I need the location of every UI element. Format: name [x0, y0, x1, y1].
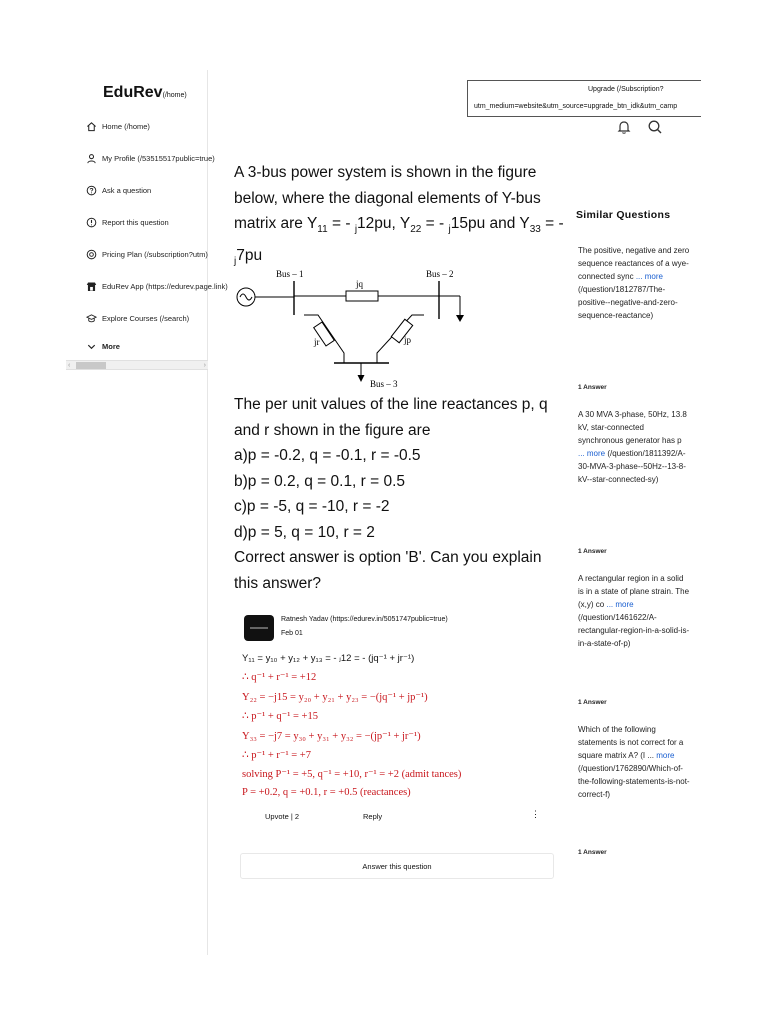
answer-count: 1 Answer — [578, 548, 607, 555]
question-text: A 3-bus power system is shown in the figure below, where the diagonal elements of Y-bus matrix are $Y_{11}$ = - $_j$12pu, $Y_{22}$ = - $_j$15pu and $Y_{33}$ = - $_j$7pu — [234, 164, 564, 267]
answer-equation: Y₃₃ = −j7 = y₃₀ + y₃₁ + y₃₂ = −(jp⁻¹ + jr⁻¹) — [242, 731, 421, 742]
brand-logo[interactable] — [103, 84, 187, 102]
more-link[interactable]: ... more — [606, 600, 634, 609]
brand-name[interactable]: EduRev — [103, 84, 163, 101]
question-link[interactable]: (/question/1461622/A-rectangular-region-in-a-solid-is-in-a-state-of-p) — [578, 613, 690, 648]
question-link[interactable]: (/question/1762890/Which-of-the-following-statements-is-not-correct-f) — [578, 764, 690, 799]
sidebar-item-app[interactable] — [86, 278, 228, 294]
answer-author[interactable]: Ratnesh Yadav (https://edurev.in/5051747public=true) — [281, 616, 448, 623]
sidebar-item-more[interactable] — [86, 338, 208, 354]
answer-equation: solving P⁻¹ = +5, q⁻¹ = +10, r⁻¹ = +2 (admit tances) — [242, 769, 462, 780]
jp-label: jp — [404, 335, 412, 345]
sine-wave — [240, 294, 252, 300]
scrollbar-thumb[interactable] — [76, 362, 106, 369]
more-link[interactable]: more — [656, 751, 675, 760]
answer-equation: ∴ p⁻¹ + r⁻¹ = +7 — [242, 750, 311, 761]
bus-3-label: Bus – 3 — [370, 379, 398, 389]
sidebar-item-pricing[interactable] — [86, 246, 208, 262]
chevron-down-icon — [86, 341, 97, 352]
answer-equation: P = +0.2, q = +0.1, r = +0.5 (reactances) — [242, 787, 411, 798]
sidebar-item-courses[interactable] — [86, 310, 208, 326]
option-a: a)p = -0.2, q = -0.1, r = -0.5 — [234, 447, 421, 464]
answer-equation: ∴ p⁻¹ + q⁻¹ = +15 — [242, 711, 318, 722]
jq-label: jq — [356, 279, 364, 289]
question-link[interactable]: (/question/1811392/A-30-MVA-3-phase--50Hz--13-8-kV--star-connected-sy) — [578, 449, 686, 484]
answer-equation: Y₁₁ = y₁₀ + y₁₂ + y₁₃ = - ⱼ12 = - (jq⁻¹ + jr⁻¹) — [242, 653, 415, 664]
option-b: b)p = 0.2, q = 0.1, r = 0.5 — [234, 472, 406, 490]
upgrade-line-2: utm_medium=website&utm_source=upgrade_btn_idk&utm_camp — [474, 103, 678, 110]
option-c: c)p = -5, q = -10, r = -2 — [234, 498, 390, 515]
reply-button[interactable]: Reply — [363, 812, 383, 821]
circuit-diagram — [234, 263, 474, 391]
similar-question-item[interactable]: A rectangular region in a solid is in a state of plane strain. The (x,y) co ... more (/question/1461622/A-rectangular-region-in-a-solid-is-in-a-state-of-p) — [578, 574, 690, 648]
more-link[interactable]: ... more — [635, 272, 663, 281]
similar-question-item[interactable]: Which of the following statements is not correct for a square matrix A? (I ... more (/question/1762890/Which-of-the-following-statements-is-not-correct-f) — [578, 725, 690, 799]
upgrade-line-1: Upgrade (/Subscription? — [588, 86, 664, 93]
sidebar-item-label: Ask a question — [102, 185, 152, 195]
question-icon — [86, 185, 97, 196]
sidebar-scrollbar[interactable] — [66, 360, 208, 370]
sidebar-item-label: Explore Courses (/search) — [102, 313, 190, 323]
question-link[interactable]: (/question/1812787/The-positive--negative-and-zero-sequence-reactance) — [578, 285, 678, 320]
correct-answer: Correct answer is option 'B'. Can you explain this answer? — [234, 549, 542, 592]
sidebar-item-label: Home (/home) — [102, 121, 150, 131]
option-d: d)p = 5, q = 10, r = 2 — [234, 523, 375, 541]
answer-this-question-button[interactable]: Answer this question — [240, 853, 554, 879]
sidebar-item-label: Report this question — [102, 217, 169, 227]
pricing-icon — [86, 249, 97, 260]
search-icon[interactable] — [647, 119, 663, 135]
answer-equation: ∴ q⁻¹ + r⁻¹ = +12 — [242, 672, 317, 683]
similar-question-item[interactable]: A 30 MVA 3-phase, 50Hz, 13.8 kV, star-connected synchronous generator has p ... more (/question/1811392/A-30-MVA-3-phase--50Hz--13-8-kV--star-connected-sy) — [578, 410, 687, 484]
jr-label: jr — [314, 337, 320, 347]
load-arrow-icon — [456, 315, 464, 322]
app-icon — [86, 281, 97, 292]
user-icon — [86, 153, 97, 164]
upvote-button[interactable]: Upvote | 2 — [265, 812, 300, 821]
bus-1-label: Bus – 1 — [276, 269, 304, 279]
question-options — [234, 392, 566, 596]
question-stem: The per unit values of the line reactances p, q and r shown in the figure are — [234, 396, 548, 439]
sidebar-item-label: EduRev App (https://edurev.page.link) — [102, 281, 228, 291]
scroll-left-icon[interactable]: ‹ — [68, 362, 71, 369]
home-icon — [86, 121, 97, 132]
answer-equation: Y₂₂ = −j15 = y₂₀ + y₂₁ + y₂₃ = −(jq⁻¹ + jp⁻¹) — [242, 692, 428, 703]
sidebar-item-label: More — [102, 341, 120, 351]
sidebar-item-label: My Profile (/53515517public=true) — [102, 153, 215, 163]
upgrade-link[interactable] — [467, 80, 701, 117]
similar-questions-heading: Similar Questions — [576, 209, 671, 221]
avatar[interactable] — [244, 615, 274, 641]
sidebar-item-report[interactable] — [86, 214, 208, 230]
sidebar — [0, 70, 228, 955]
reactance-jq — [346, 291, 378, 301]
report-icon — [86, 217, 97, 228]
load-arrow-icon — [358, 375, 365, 382]
more-link[interactable]: ... more — [578, 449, 606, 458]
scroll-right-icon[interactable]: › — [203, 362, 206, 369]
sidebar-item-label: Pricing Plan (/subscription?utm) — [102, 249, 208, 259]
sidebar-item-ask[interactable] — [86, 182, 208, 198]
bus-2-label: Bus – 2 — [426, 269, 454, 279]
more-options-icon[interactable]: ⋮ — [531, 809, 540, 819]
answer-date: Feb 01 — [281, 630, 303, 637]
similar-question-item[interactable]: The positive, negative and zero sequence reactances of a wye-connected sync ... more (/question/1812787/The-positive--negative-and-zero-sequence-reactance) — [578, 246, 690, 320]
similar-questions — [576, 209, 691, 222]
brand-link[interactable]: (/home) — [162, 92, 187, 99]
answer-count: 1 Answer — [578, 699, 607, 706]
courses-icon — [86, 313, 97, 324]
bell-icon[interactable] — [616, 119, 632, 135]
answer-count: 1 Answer — [578, 384, 607, 391]
sidebar-item-profile[interactable] — [86, 150, 215, 166]
sidebar-item-home[interactable] — [86, 118, 208, 134]
answer-count: 1 Answer — [578, 849, 607, 856]
answer-card — [238, 607, 558, 829]
